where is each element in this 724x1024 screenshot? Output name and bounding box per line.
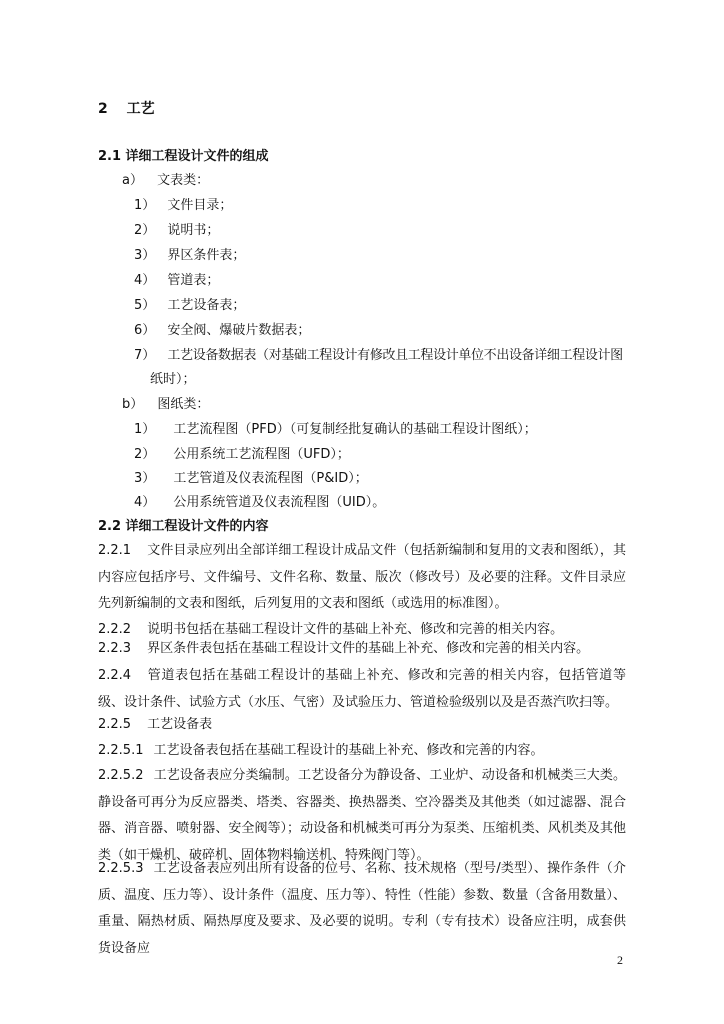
section-number: 2 (98, 101, 108, 117)
list-text: 文表类： (157, 173, 210, 188)
list-label: b） (122, 397, 144, 412)
list-item: 2） 公用系统工艺流程图（UFD）； (134, 447, 350, 462)
clause-text: 界区条件表包括在基础工程设计文件的基础上补充、修改和完善的相关内容。 (147, 641, 590, 656)
list-item-continuation: 纸时）； (150, 372, 196, 387)
paragraph-2-2-5-1 (98, 738, 626, 765)
clause-text: 工艺设备表应分类编制。工艺设备分为静设备、工业炉、动设备和机械类三大类。静设备可再分为反应器类、塔类、容器类、换热器类、空冷器类及其他类（如过滤器、混合器、消音器、喷射器、安全阀等）；动设备和机械类可再分为泵类、压缩机类、风机类及其他类（如干燥机、破碎机、固体物料输送机、特殊阀门等）。 (98, 768, 626, 863)
clause-text: 文件目录应列出全部详细工程设计成品文件（包括新编制和复用的文表和图纸），其内容应包括序号、文件编号、文件名称、数量、版次（修改号）及必要的注释。文件目录应先列新编制的文表和图纸，后列复用的文表和图纸（或选用的标准图）。 (98, 543, 626, 611)
clause-text: 工艺设备表 (147, 717, 213, 732)
paragraph-2-2-4 (98, 663, 626, 716)
section-heading (98, 101, 155, 117)
list-item: 2） 说明书； (134, 223, 220, 238)
list-item: 1） 文件目录； (134, 198, 233, 213)
clause-number: 2.2.5.1 (98, 743, 144, 758)
clause-text: 工艺设备表包括在基础工程设计的基础上补充、修改和完善的内容。 (153, 743, 544, 758)
clause-number: 2.2.2 (98, 622, 132, 637)
list-label: a） (122, 173, 143, 188)
subsection-heading-2-2: 2.2 详细工程设计文件的内容 (98, 519, 269, 534)
list-item-a (122, 173, 209, 189)
list-item-b (122, 397, 209, 413)
clause-number: 2.2.5.2 (98, 768, 144, 783)
paragraph-2-2-1 (98, 538, 626, 618)
clause-number: 2.2.5.3 (98, 861, 144, 876)
clause-number: 2.2.3 (98, 641, 132, 656)
subsection-heading-2-1: 2.1 详细工程设计文件的组成 (98, 149, 269, 164)
clause-text: 说明书包括在基础工程设计文件的基础上补充、修改和完善的相关内容。 (147, 622, 564, 637)
list-item: 1） 工艺流程图（PFD）（可复制经批复确认的基础工程设计图纸）； (134, 422, 537, 437)
list-item: 5） 工艺设备表； (134, 298, 246, 313)
list-item: 3） 工艺管道及仪表流程图（P&ID）； (134, 471, 368, 486)
paragraph-2-2-5-3 (98, 856, 626, 962)
clause-text: 管道表包括在基础工程设计的基础上补充、修改和完善的相关内容，包括管道等级、设计条件、试验方式（水压、气密）及试验压力、管道检验级别以及是否蒸汽吹扫等。 (98, 668, 626, 710)
list-text: 图纸类： (157, 397, 210, 412)
paragraph-2-2-3 (98, 636, 626, 663)
clause-number: 2.2.4 (98, 668, 132, 683)
list-item: 7） 工艺设备数据表（对基础工程设计有修改且工程设计单位不出设备详细工程设计图 (134, 348, 623, 363)
clause-number: 2.2.5 (98, 717, 132, 732)
list-item: 6） 安全阀、爆破片数据表； (134, 323, 311, 338)
clause-text: 工艺设备表应列出所有设备的位号、名称、技术规格（型号/类型）、操作条件（介质、温度、压力等）、设计条件（温度、压力等）、特性（性能）参数、数量（含备用数量）、重量、隔热材质、隔热厚度及要求、及必要的说明。专利（专有技术）设备应注明，成套供货设备应 (98, 861, 626, 956)
list-item: 4） 公用系统管道及仪表流程图（UID）。 (134, 495, 386, 510)
paragraph-2-2-5-2 (98, 763, 626, 869)
list-item: 4） 管道表； (134, 273, 220, 288)
paragraph-2-2-5 (98, 712, 626, 739)
page-number: 2 (617, 953, 623, 967)
list-item: 3） 界区条件表； (134, 248, 246, 263)
clause-number: 2.2.1 (98, 543, 132, 558)
section-title: 工艺 (126, 101, 155, 117)
